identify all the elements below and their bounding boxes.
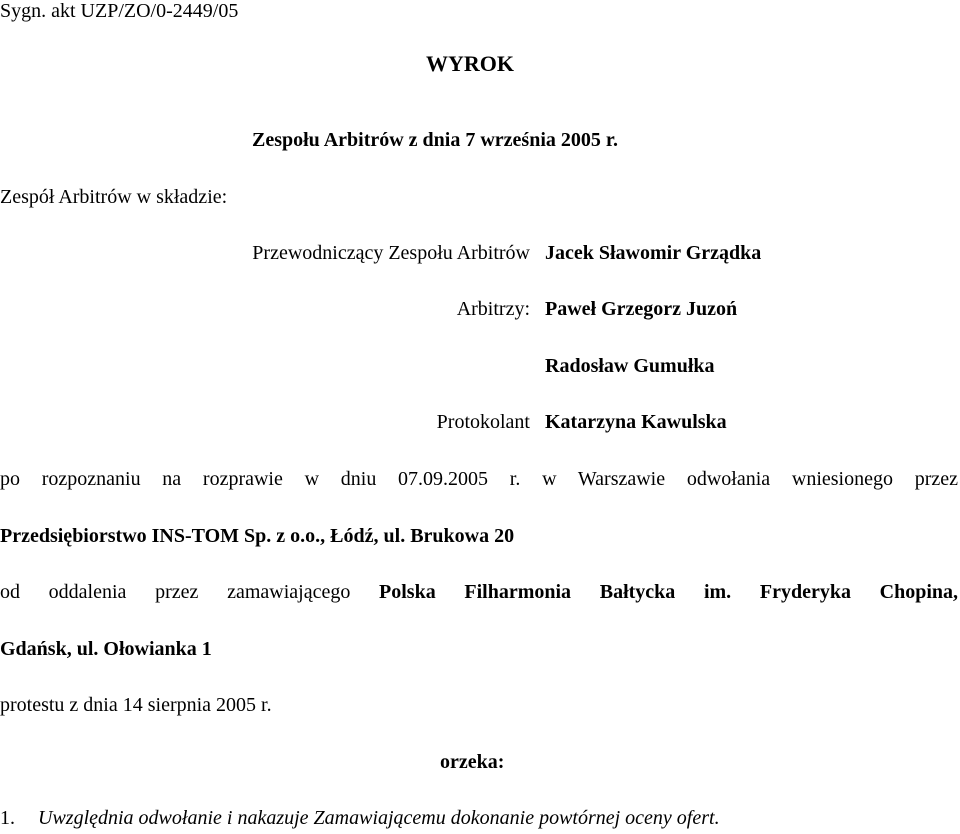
protest-line: protestu z dnia 14 sierpnia 2005 r. <box>0 694 272 716</box>
ruling-1-text: Uwzględnia odwołanie i nakazuje Zamawiającemu dokonanie powtórnej oceny ofert. <box>38 807 720 829</box>
clerk-label: Protokolant <box>436 411 530 433</box>
panel-intro: Zespół Arbitrów w składzie: <box>0 186 228 208</box>
case-signature: Sygn. akt UZP/ZO/0-2449/05 <box>0 0 239 22</box>
chair-name: Jacek Sławomir Grządka <box>545 242 762 264</box>
document-subtitle: Zespołu Arbitrów z dnia 7 września 2005 r. <box>252 129 618 151</box>
clerk-name: Katarzyna Kawulska <box>545 411 727 433</box>
arbiter-1-name: Paweł Grzegorz Juzoń <box>545 298 738 320</box>
arbiters-label: Arbitrzy: <box>456 298 530 320</box>
arbiter-2-name: Radosław Gumułka <box>545 355 715 377</box>
appellant-name: Przedsiębiorstwo INS-TOM Sp. z o.o., Łódź, ul. Brukowa 20 <box>0 525 515 547</box>
ruling-heading: orzeka: <box>440 751 505 773</box>
authority-address: Gdańsk, ul. Ołowianka 1 <box>0 638 212 660</box>
body-line-3-prefix: od oddalenia przez zamawiającego <box>0 581 351 603</box>
body-line-3 <box>0 582 958 602</box>
document-title: WYROK <box>426 51 514 76</box>
contracting-authority: Polska Filharmonia Bałtycka im. Fryderyka Chopina, <box>379 581 958 603</box>
chair-label: Przewodniczący Zespołu Arbitrów <box>252 242 530 264</box>
body-line-1: po rozpoznaniu na rozprawie w dniu 07.09.2005 r. w Warszawie odwołania wniesionego przez <box>0 468 958 490</box>
ruling-1-number: 1. <box>0 807 15 829</box>
